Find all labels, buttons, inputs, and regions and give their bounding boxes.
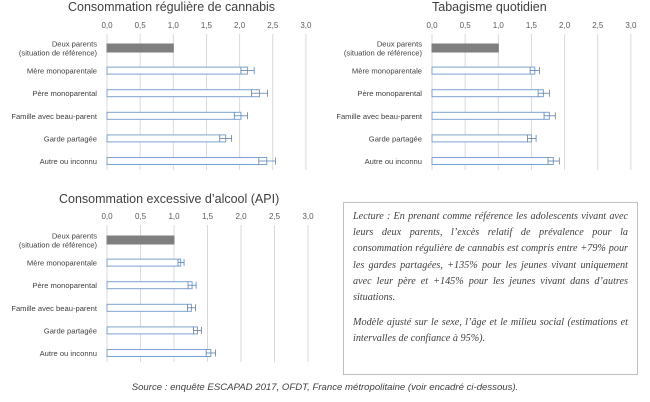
source-caption: Source : enquête ESCAPAD 2017, OFDT, France métropolitaine (voir encadré ci-dessous). xyxy=(131,382,519,393)
chart-alcool xyxy=(0,190,330,370)
bar xyxy=(432,112,549,119)
reference-bar xyxy=(107,236,174,244)
bar xyxy=(107,304,191,311)
chart-title-tabac: Tabagisme quotidien xyxy=(432,0,547,14)
category-label: (situation de référence) xyxy=(18,48,97,58)
bar xyxy=(107,90,259,97)
x-tick-label: 1,0 xyxy=(167,21,179,30)
x-tick-label: 0,5 xyxy=(459,21,471,30)
reading-note-box xyxy=(343,202,638,375)
category-label: Famille avec beau-parent xyxy=(11,111,97,121)
category-label: Deux parents xyxy=(376,39,422,49)
reference-bar xyxy=(432,44,498,52)
x-tick-label: 3,0 xyxy=(302,212,314,221)
category-label: Famille avec beau-parent xyxy=(336,111,422,121)
category-label: (situation de référence) xyxy=(18,240,97,250)
chart-title-alcool: Consommation excessive d’alcool (API) xyxy=(59,192,280,206)
x-tick-label: 1,5 xyxy=(525,21,538,30)
x-tick-label: 0,0 xyxy=(426,21,438,30)
x-tick-label: 0,5 xyxy=(134,212,147,221)
category-label: Père monoparental xyxy=(357,89,422,99)
bar xyxy=(432,135,531,142)
reference-bar xyxy=(107,44,173,52)
note-lecture: Lecture : En prenant comme référence les adolescents vivant avec leurs deux parents, l’excès relatif de prévalence pour la consommation régulière de cannabis est compris entre +79% pour les gardes partagées, +135% pour les jeunes vivant uniquement avec leur père et +145% pour les jeunes vivant dans d’autres situations. xyxy=(353,211,628,304)
x-tick-label: 1,0 xyxy=(492,21,504,30)
chart-canvas-alcool xyxy=(0,190,330,370)
chart-cannabis xyxy=(0,0,330,180)
category-label: Autre ou inconnu xyxy=(364,157,422,166)
bar xyxy=(107,135,226,142)
x-tick-label: 3,0 xyxy=(625,21,637,30)
chart-tabac xyxy=(328,0,650,180)
bar xyxy=(107,282,192,289)
x-tick-label: 2,0 xyxy=(559,21,571,30)
x-tick-label: 1,5 xyxy=(201,212,214,221)
category-label: Garde partagée xyxy=(43,134,97,144)
x-tick-label: 2,0 xyxy=(234,21,246,30)
bar xyxy=(107,259,181,266)
bar xyxy=(107,350,211,357)
category-label: Mère monoparentale xyxy=(351,66,422,76)
chart-title-cannabis: Consommation régulière de cannabis xyxy=(68,0,276,14)
note-model: Modèle ajusté sur le sexe, l’âge et le milieu social (estimations et intervalles de confiance à 95%). xyxy=(353,317,628,345)
category-label: Père monoparental xyxy=(32,89,97,99)
x-tick-label: 0,0 xyxy=(101,212,113,221)
x-tick-label: 1,5 xyxy=(200,21,213,30)
category-label: Deux parents xyxy=(51,231,97,241)
category-label: Garde partagée xyxy=(43,326,97,336)
category-label: Mère monoparentale xyxy=(26,66,97,76)
bar xyxy=(107,67,248,74)
x-tick-label: 2,5 xyxy=(268,212,281,221)
bar xyxy=(107,158,267,165)
bar xyxy=(107,327,197,334)
x-tick-label: 2,5 xyxy=(267,21,279,30)
category-label: (situation de référence) xyxy=(343,48,422,58)
chart-canvas-cannabis xyxy=(0,0,330,180)
category-label: Deux parents xyxy=(51,39,97,49)
bar xyxy=(432,90,543,97)
category-label: Autre ou inconnu xyxy=(39,349,97,358)
bar xyxy=(107,112,241,119)
x-tick-label: 3,0 xyxy=(300,21,312,30)
x-tick-label: 0,0 xyxy=(101,21,113,30)
x-tick-label: 1,0 xyxy=(168,212,180,221)
bar xyxy=(432,67,535,74)
category-label: Mère monoparentale xyxy=(26,258,97,268)
x-tick-label: 2,0 xyxy=(235,212,247,221)
bar xyxy=(432,158,553,165)
x-tick-label: 0,5 xyxy=(134,21,146,30)
category-label: Famille avec beau-parent xyxy=(11,303,97,313)
category-label: Autre ou inconnu xyxy=(39,157,97,166)
category-label: Père monoparental xyxy=(32,281,97,291)
chart-canvas-tabac xyxy=(328,0,650,180)
category-label: Garde partagée xyxy=(368,134,422,144)
x-tick-label: 2,5 xyxy=(592,21,604,30)
